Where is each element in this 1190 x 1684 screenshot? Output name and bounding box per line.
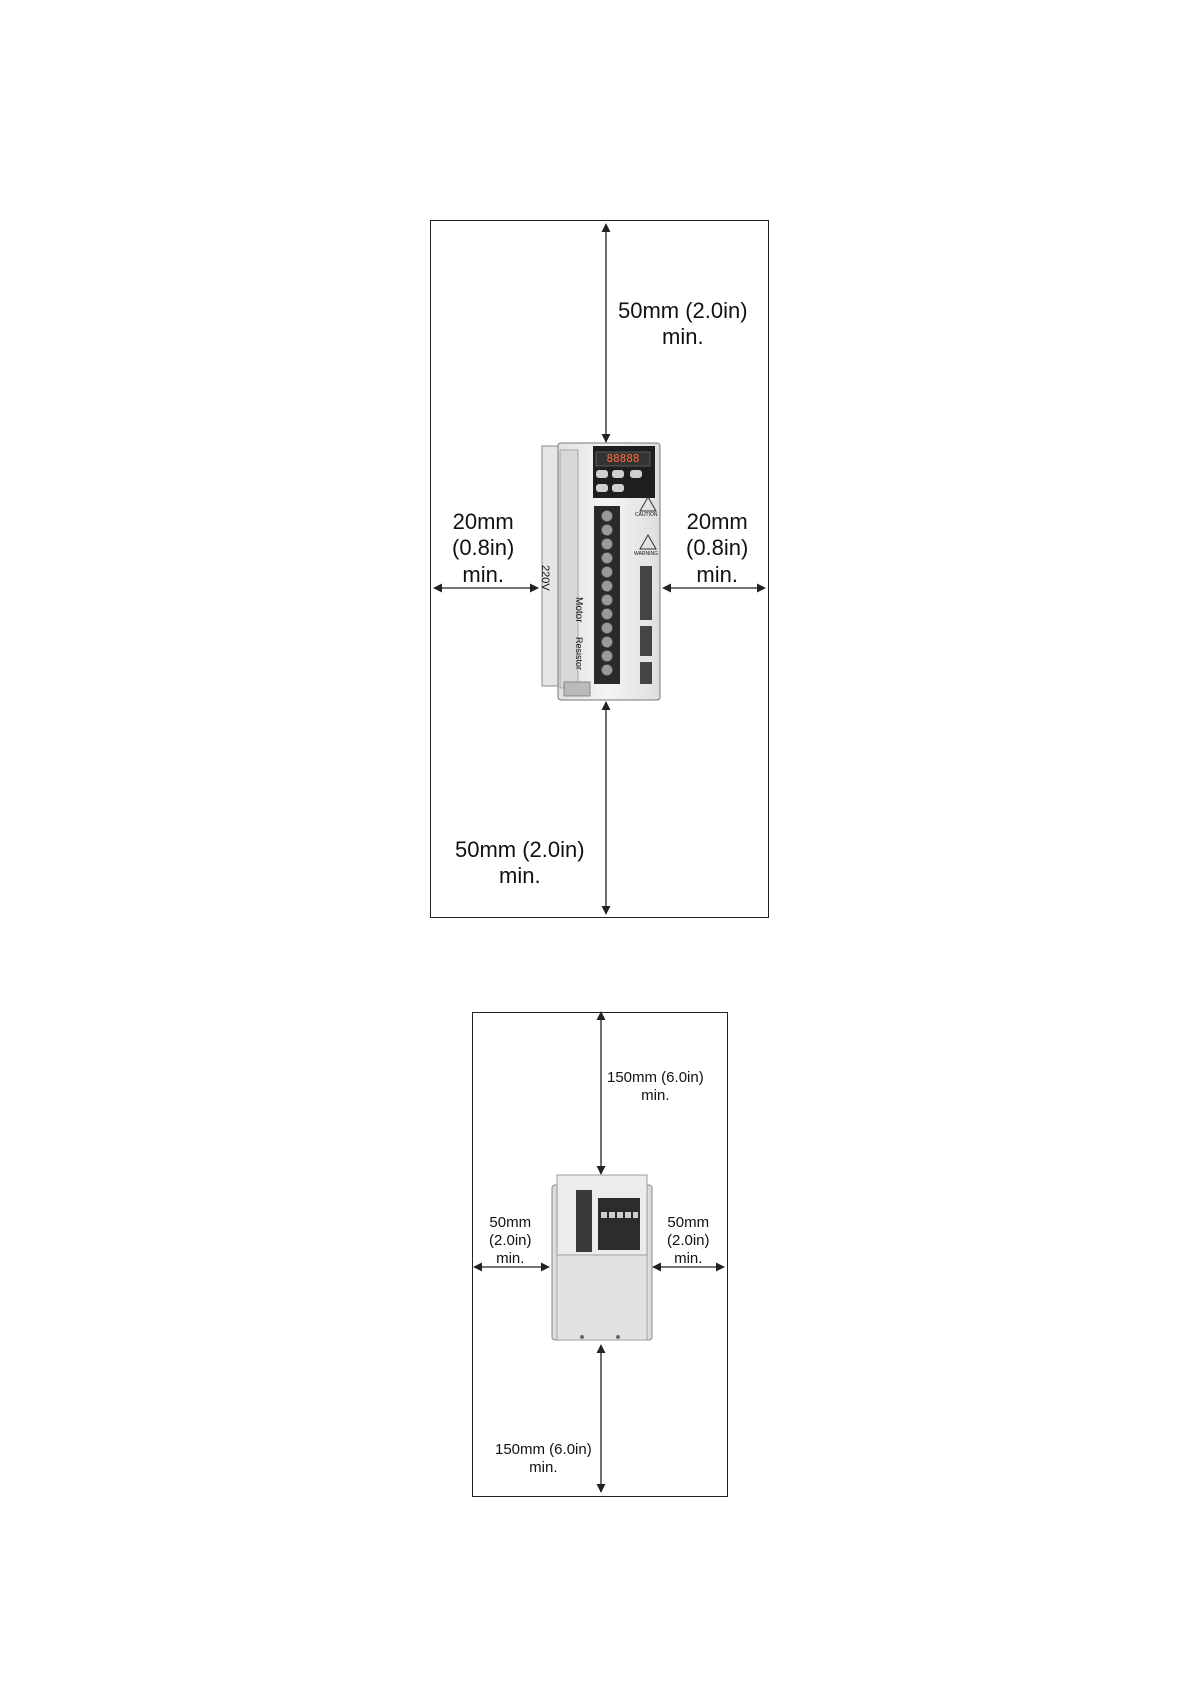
top-clearance-min: min.	[662, 324, 704, 350]
right-clearance-mm-2: 50mm	[667, 1214, 710, 1231]
bottom-clearance-min: min.	[499, 863, 541, 889]
right-clearance-in: (0.8in)	[686, 535, 749, 561]
voltage-label: 220V	[539, 565, 551, 591]
top-clearance-label-1	[618, 298, 748, 351]
top-clearance-value-2: 150mm (6.0in)	[607, 1069, 704, 1086]
motor-label: Motor	[573, 597, 584, 623]
top-clearance-min-2: min.	[641, 1087, 670, 1104]
right-clearance-min-2: min.	[674, 1250, 703, 1267]
display-readout: 88888	[606, 452, 640, 465]
top-clearance-value: 50mm (2.0in)	[618, 298, 748, 323]
left-clearance-label-2	[489, 1214, 532, 1268]
bottom-clearance-label-2	[495, 1441, 592, 1477]
right-clearance-min: min.	[696, 561, 738, 587]
resistor-label: Resistor	[574, 637, 584, 671]
bottom-clearance-value-2: 150mm (6.0in)	[495, 1441, 592, 1458]
left-clearance-label-1	[452, 509, 514, 588]
bottom-clearance-label-1	[455, 837, 585, 890]
right-clearance-label-2	[667, 1214, 710, 1268]
left-clearance-min-2: min.	[496, 1250, 525, 1267]
servo-drive-device	[542, 443, 660, 700]
caution-label: CAUTION	[635, 512, 658, 518]
warning-label: WARNING	[634, 551, 658, 557]
left-clearance-min: min.	[462, 561, 504, 587]
bottom-clearance-value: 50mm (2.0in)	[455, 837, 585, 862]
right-clearance-mm: 20mm	[686, 509, 748, 534]
left-clearance-mm-2: 50mm	[489, 1214, 532, 1231]
left-clearance-in: (0.8in)	[452, 535, 515, 561]
top-clearance-label-2	[607, 1069, 704, 1105]
left-clearance-in-2: (2.0in)	[489, 1232, 532, 1249]
right-clearance-in-2: (2.0in)	[667, 1232, 710, 1249]
right-clearance-label-1	[686, 509, 748, 588]
bottom-clearance-min-2: min.	[529, 1459, 558, 1476]
left-clearance-mm: 20mm	[452, 509, 514, 534]
